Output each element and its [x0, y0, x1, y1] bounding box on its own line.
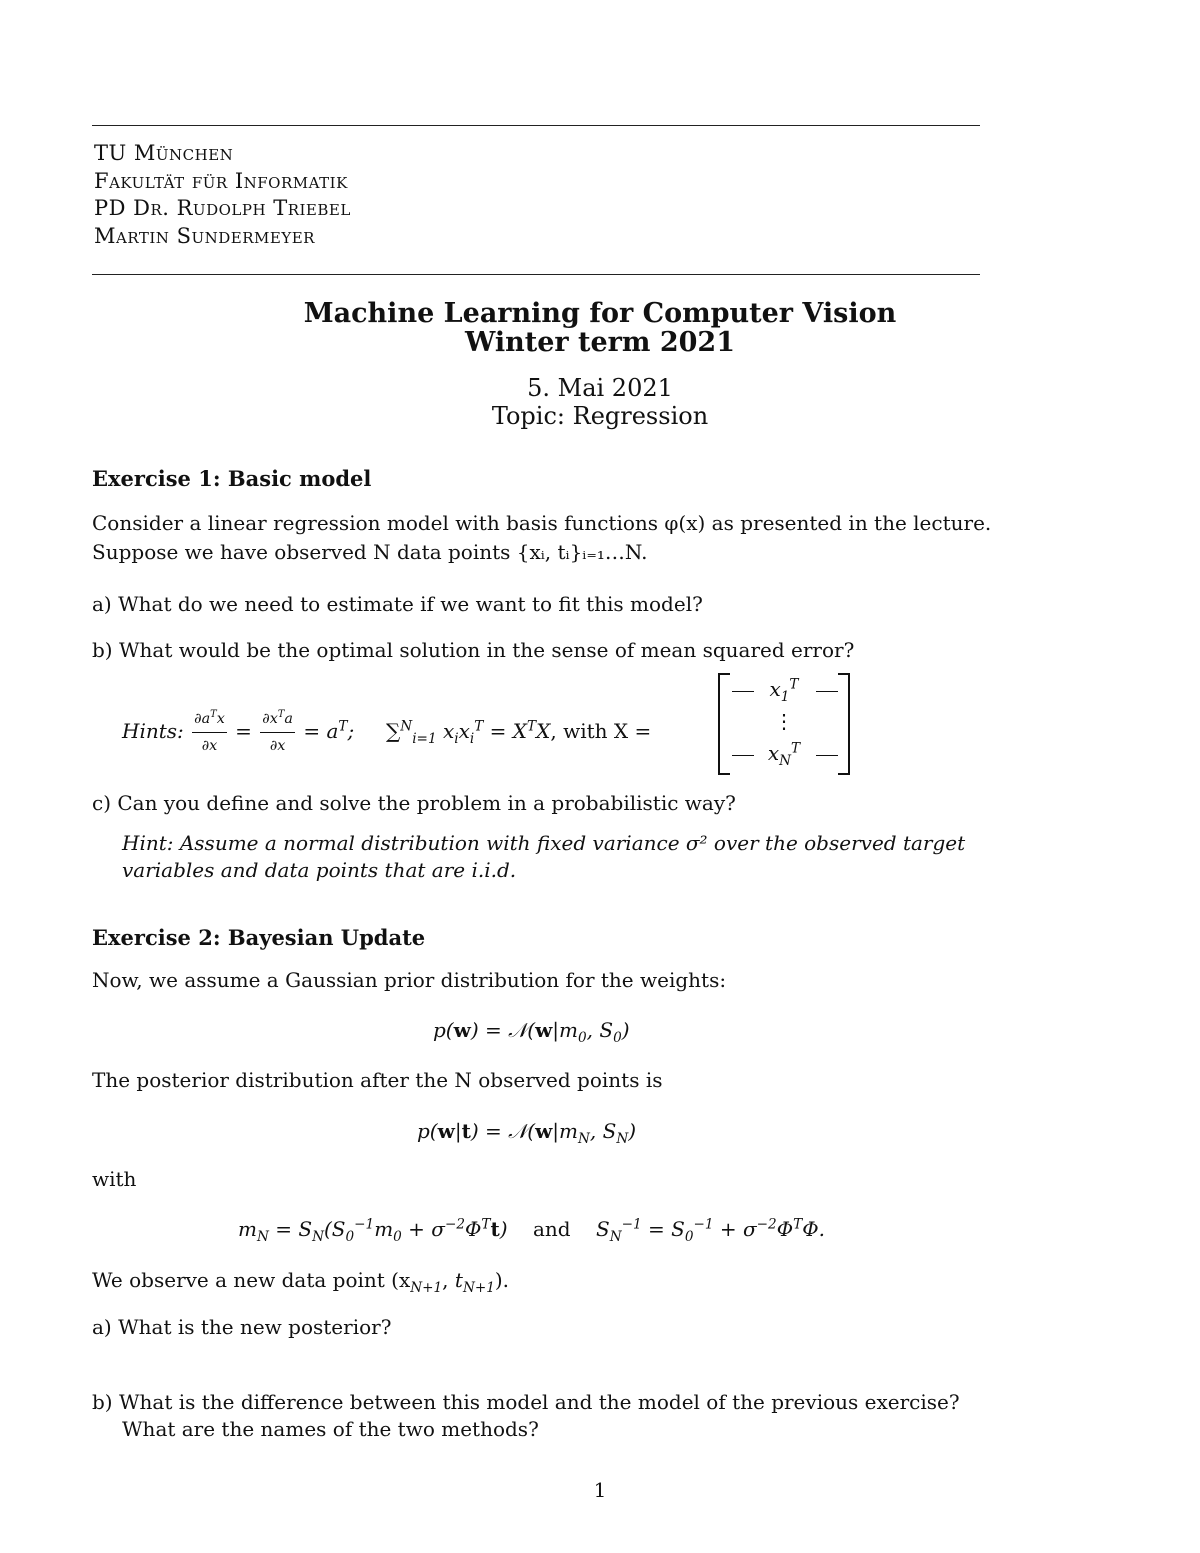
exercise2-prior-text: Now, we assume a Gaussian prior distribution for the weights:: [92, 968, 727, 992]
posterior-text: The posterior distribution after the N observed points is: [92, 1068, 663, 1092]
exercise1-question-c: c) Can you define and solve the problem in a probabilistic way?: [92, 791, 736, 815]
exercise1-heading: Exercise 1: Basic model: [92, 466, 372, 491]
header-lecturer: PD Dr. Rudolph Triebel: [94, 196, 351, 220]
derivative-formula: $\frac{\partial a^Tx}{\partial x}$ = $\frac{\partial x^Ta}{\partial x}$ = $a^T$;: [190, 719, 360, 743]
and-text: and: [532, 1217, 571, 1241]
header-bottom-rule: [92, 274, 980, 275]
exercise2-question-b-line1: b) What is the difference between this model and the model of the previous exercise?: [92, 1390, 960, 1414]
exercise1-hint-c-line2: variables and data points that are i.i.d.: [122, 858, 517, 882]
exercise1-hints-line: [122, 706, 651, 759]
sheet-topic: Topic: Regression: [491, 402, 709, 430]
exercise1-intro-line2: Suppose we have observed N data points {xᵢ, tᵢ}ᵢ₌₁…N.: [92, 540, 648, 564]
course-title: Machine Learning for Computer Vision: [303, 298, 897, 329]
design-matrix: [718, 673, 850, 773]
page-number: 1: [593, 1478, 607, 1502]
sheet-date: 5. Mai 2021: [527, 374, 673, 402]
header-assistant: Martin Sundermeyer: [94, 224, 315, 248]
exercise2-question-a: a) What is the new posterior?: [92, 1315, 392, 1339]
matrix-row-first: $x_1^T$: [769, 676, 799, 705]
header-faculty: Fakultät für Informatik: [94, 169, 348, 193]
posterior-equation: $p(w|t) = 𝒩(w|m_N$, $S_N$): [417, 1119, 637, 1147]
exercise1-question-b: b) What would be the optimal solution in the sense of mean squared error?: [92, 638, 855, 662]
exercise1-question-a: a) What do we need to estimate if we want to fit this model?: [92, 592, 703, 616]
exercise2-with-text: with: [92, 1167, 137, 1191]
exercise1-intro-line1: Consider a linear regression model with basis functions φ(x) as presented in the lecture.: [92, 511, 992, 535]
hints-label: Hints:: [122, 719, 184, 743]
observe-text: We observe a new data point (x: [92, 1268, 411, 1292]
exercise2-observe-line: We observe a new data point ($x_{N+1}$, $t_{N+1}$).: [92, 1268, 510, 1296]
prior-equation: $p(w) = 𝒩(w|m_0$, $S_0$): [433, 1018, 630, 1046]
hints-with: , with X =: [550, 719, 652, 743]
update-equations: $m_N = S_N(S_0^{-1}m_0 + \sigma^{-2}\Phi^Tt)$ and $S_N^{-1} = S_0^{-1} + \sigma^{-2}\Phi^T\Phi$.: [238, 1216, 825, 1245]
course-term: Winter term 2021: [465, 327, 735, 358]
header-top-rule: [92, 125, 980, 126]
exercise2-posterior-text: [92, 1067, 663, 1093]
matrix-row-last: $x_N^T$: [767, 740, 801, 769]
exercise2-heading: Exercise 2: Bayesian Update: [92, 925, 426, 950]
sum-formula: ∑$^N_{i=1}$ $x_ix_i^T = X^TX$: [386, 718, 551, 747]
header-university: TU München: [94, 141, 234, 165]
exercise1-hint-c-line1: Hint: Assume a normal distribution with fixed variance σ² over the observed target: [122, 831, 966, 855]
matrix-dash: [816, 755, 838, 756]
matrix-dash: [816, 691, 838, 692]
matrix-vdots: ⋮: [774, 709, 794, 733]
exercise2-question-b-line2: What are the names of the two methods?: [122, 1417, 539, 1441]
